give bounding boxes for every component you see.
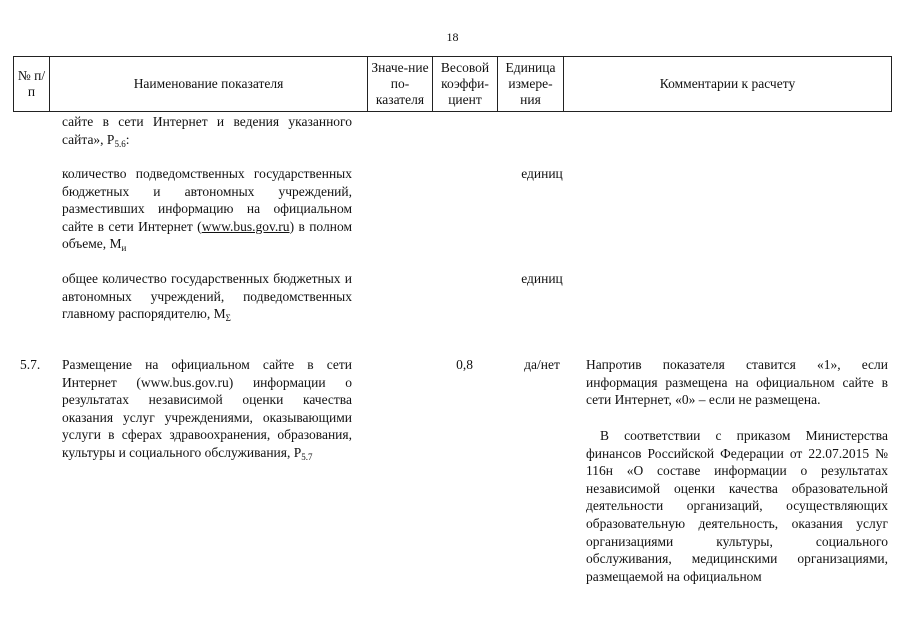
page-number: 18: [446, 30, 459, 44]
row-57-indicator-name: Размещение на официальном сайте в сети Интернет (www.bus.gov.ru) информации о результатах независимой оценки качества оказания услуг учреждениями, оказывающими услуги в сферах здравоохранения, образования, культуры и социального обслуживания, $P_{5.7}$: [62, 357, 352, 462]
header-indicator-name: Наименование показателя: [50, 57, 368, 112]
indicator-56-denominator-description: общее количество государственных бюджетных и автономных учреждений, подведомственных главному распорядителю, $M_\Sigma$: [62, 271, 352, 324]
bus-gov-link[interactable]: www.bus.gov.ru: [201, 218, 290, 234]
header-weight-coefficient: Весовой коэффи-циент: [433, 57, 498, 112]
header-indicator-value: Значе-ние по-казателя: [368, 57, 433, 112]
indicator-56-numerator-description: количество подведомственных государственных бюджетных и автономных учреждений, разместивших информацию на официальном сайте в сети Интернет (www.bus.gov.ru) в полном объеме, $M_и$: [62, 166, 352, 254]
header-unit-of-measure: Единица измере-ния: [498, 57, 564, 112]
row-57-comment-rule: Напротив показателя ставится «1», если информация размещена на официальном сайте в сети Интернет, «0» – если не размещена.: [586, 357, 888, 408]
row-57-weight: 0,8: [456, 357, 473, 372]
indicator-56-numerator-unit: единиц: [521, 166, 563, 181]
table-header: [13, 56, 892, 112]
header-calculation-comments: Комментарии к расчету: [564, 57, 892, 112]
indicator-56-denominator-unit: единиц: [521, 271, 563, 286]
row-57-comment-regulation: В соответствии с приказом Министерства финансов Российской Федерации от 22.07.2015 № 116н «О составе информации о результатах независимой оценки качества образовательной деятельности организаций, осуществляющих образовательную деятельность, оказания услуг организациями культуры, социального обслуживания, медицинскими организациями, размещаемой на официальном: [586, 428, 888, 584]
indicator-56-continuation: сайте в сети Интернет и ведения указанного сайта», $P_{5.6}$:: [62, 114, 352, 149]
row-57-number: 5.7.: [20, 357, 41, 372]
header-number: № п/п: [14, 57, 50, 112]
row-57-unit: да/нет: [524, 357, 560, 372]
